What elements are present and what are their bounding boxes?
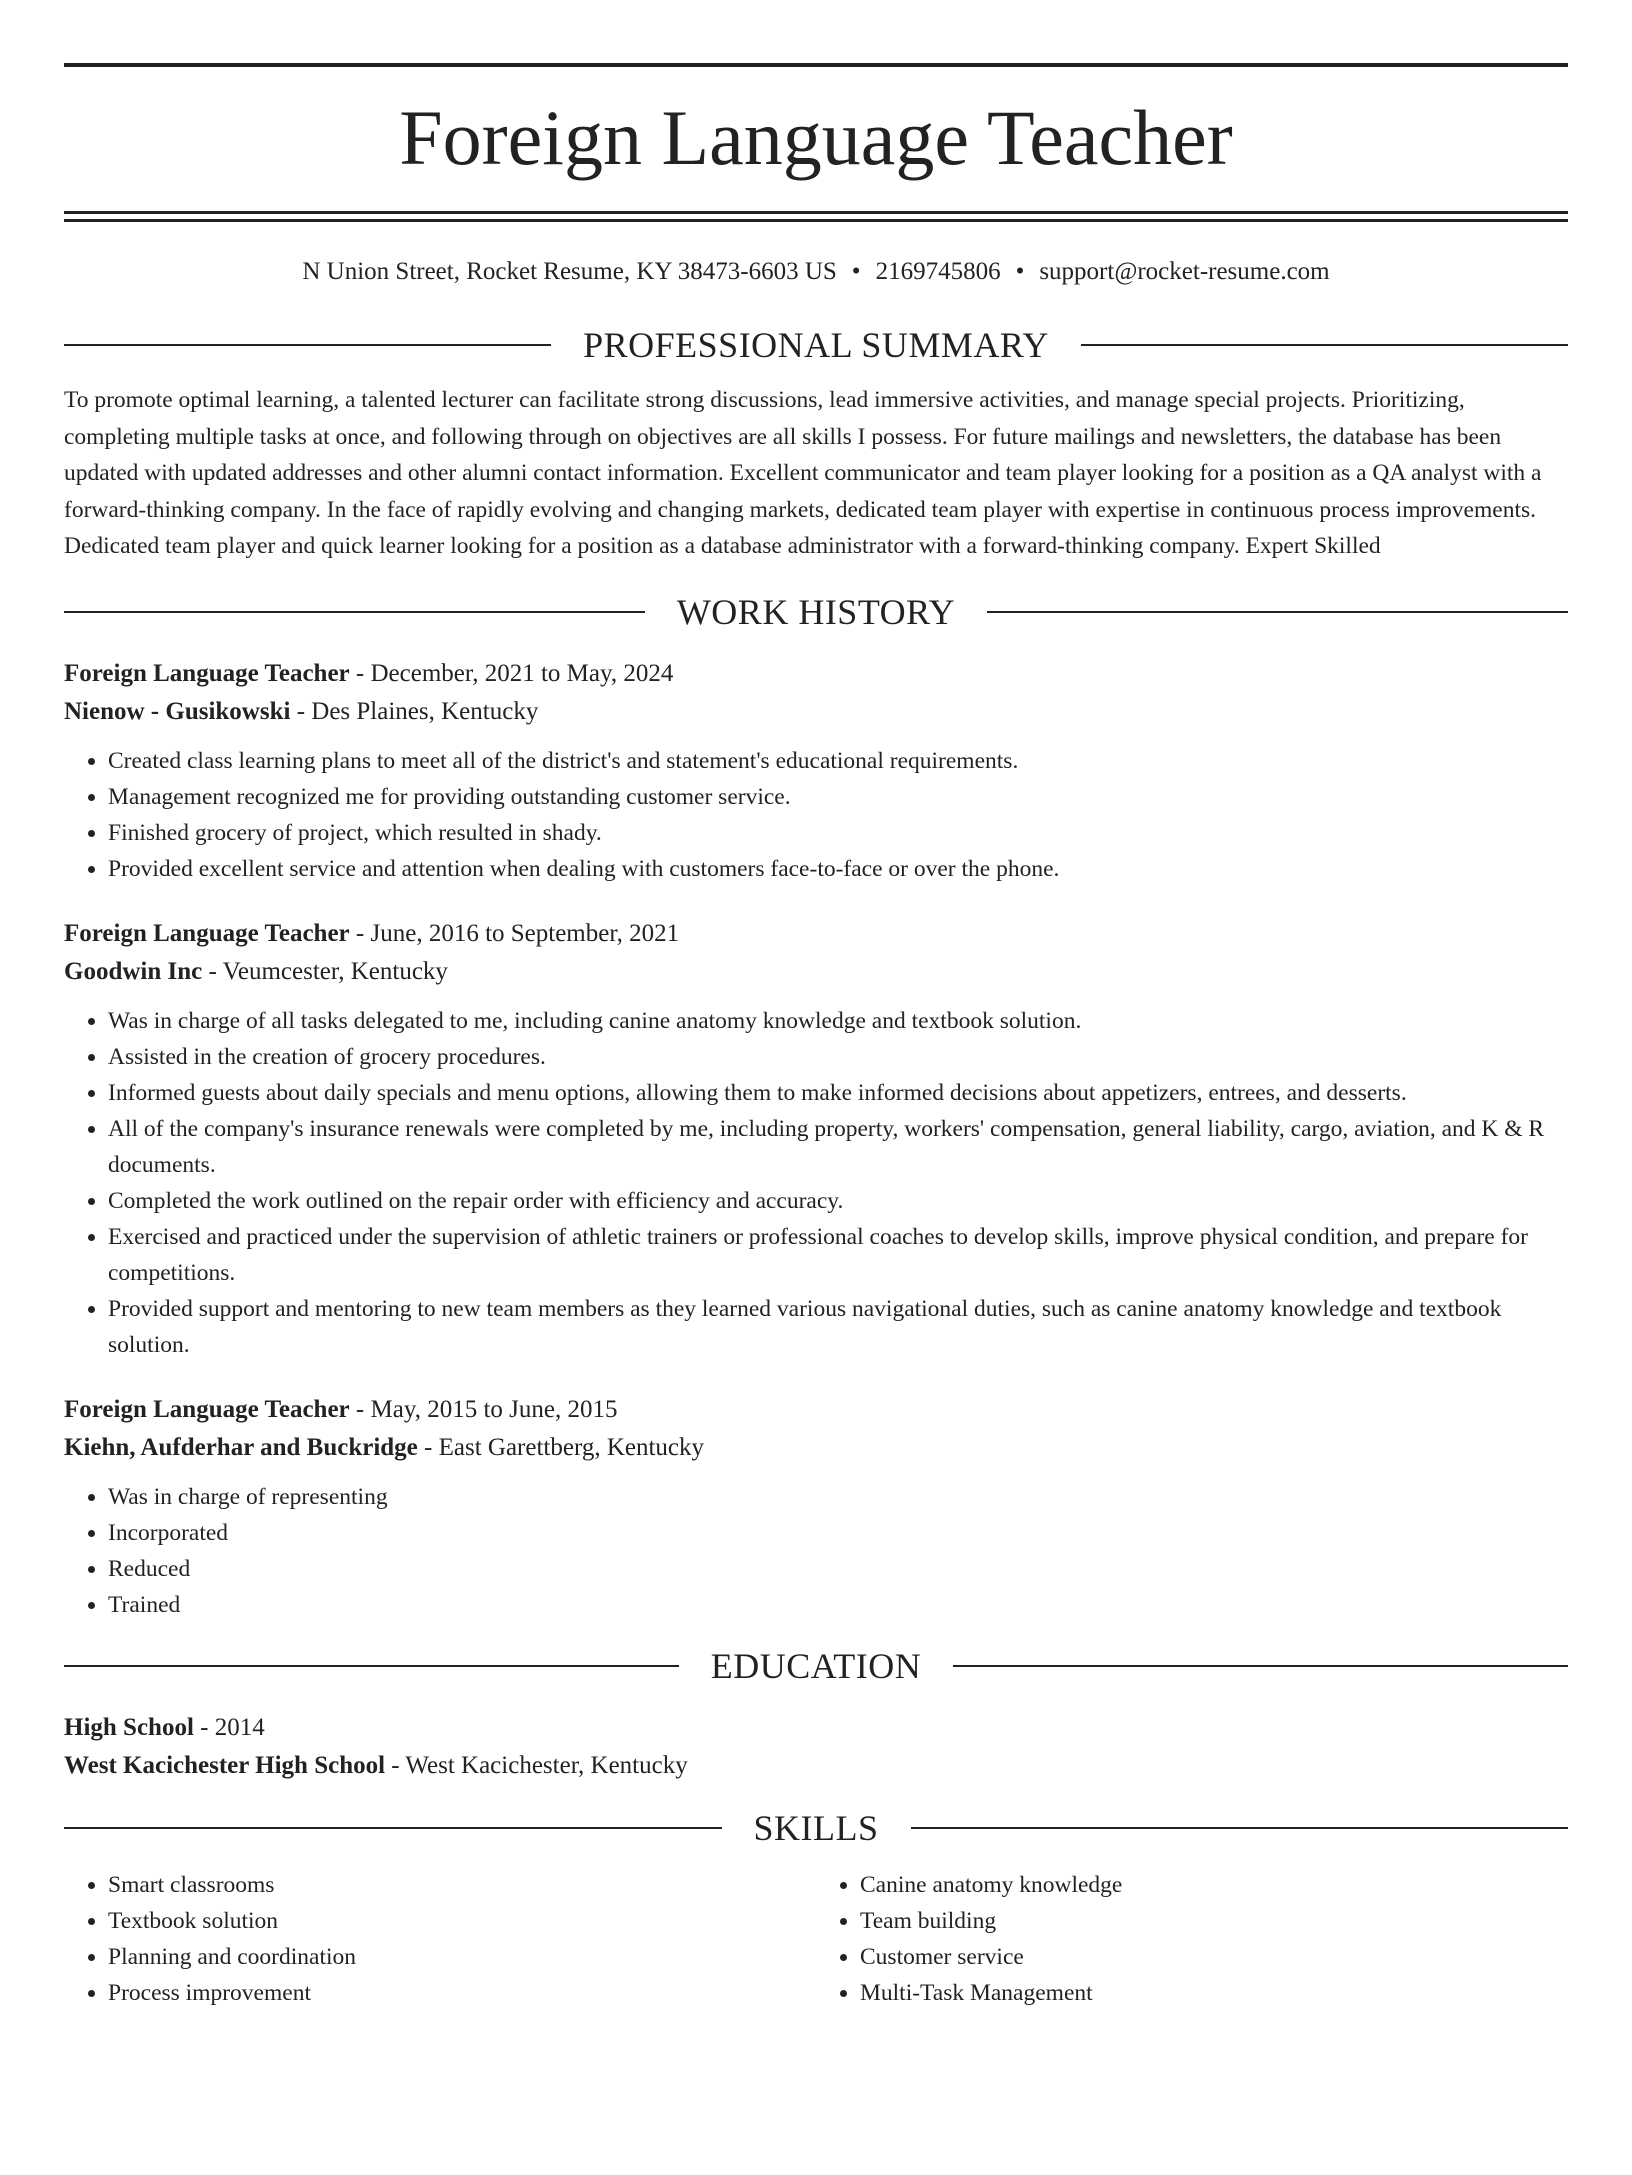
skill-item: • Textbook solution (108, 1903, 816, 1939)
job-company: Kiehn, Aufderhar and Buckridge (64, 1433, 418, 1461)
job-bullet: • Was in charge of representing (108, 1479, 1568, 1515)
job-bullet: • Informed guests about daily specials and menu options, allowing them to make informed decisions about appetizers, entrees, and desserts. (108, 1075, 1568, 1111)
job-company-line (64, 1429, 1568, 1467)
job-bullet: • Management recognized me for providing outstanding customer service. (108, 779, 1568, 815)
job-bullet: • Incorporated (108, 1515, 1568, 1551)
job-company-line (64, 693, 1568, 731)
contact-separator: • (851, 258, 861, 285)
education-location: - West Kacichester, Kentucky (385, 1751, 688, 1779)
contact-separator: • (1015, 258, 1025, 285)
job-title: Foreign Language Teacher (64, 1395, 350, 1423)
job-title-line (64, 915, 1568, 953)
summary-text: To promote optimal learning, a talented lecturer can facilitate strong discussions, lead immersive activities, and manage special projects. Prioritizing, completing multiple tasks at once, and following through on objectives are all skills I possess. For future mailings and newsletters, the database has been updated with updated addresses and other alumni contact information. Excellent communicator and team player looking for a position as a QA analyst with a forward-thinking company. In the face of rapidly evolving and changing markets, dedicated team player with expertise in continuous process improvements. Dedicated team player and quick learner looking for a position as a database administrator with a forward-thinking company. Expert Skilled (64, 387, 1542, 559)
job-bullet: • Reduced (108, 1551, 1568, 1587)
job-location: - Des Plaines, Kentucky (290, 697, 539, 725)
summary-heading-text: PROFESSIONAL SUMMARY (583, 325, 1049, 365)
job-title-line (64, 655, 1568, 693)
job-entry (64, 655, 1568, 887)
summary-heading (64, 320, 1568, 370)
job-dates: - December, 2021 to May, 2024 (349, 659, 674, 687)
contact-email: support@rocket-resume.com (1039, 258, 1330, 285)
heading-rule-left (64, 1827, 722, 1829)
job-bullets (64, 1003, 1568, 1363)
job-bullet: • Completed the work outlined on the repair order with efficiency and accuracy. (108, 1183, 1568, 1219)
education-year: - 2014 (193, 1713, 265, 1741)
heading-rule-left (64, 611, 645, 613)
contact-address: N Union Street, Rocket Resume, KY 38473-6603 US (302, 258, 837, 285)
heading-rule-left (64, 344, 551, 346)
job-location: - East Garettberg, Kentucky (417, 1433, 705, 1461)
education-degree-line (64, 1709, 1568, 1747)
job-bullet: • Created class learning plans to meet all of the district's and statement's educational requirements. (108, 743, 1568, 779)
work-heading (64, 587, 1568, 637)
education-entry (64, 1709, 1568, 1785)
education-heading-text: EDUCATION (710, 1645, 922, 1686)
skills-columns (64, 1867, 1568, 2011)
job-bullet: • All of the company's insurance renewals were completed by me, including property, workers' compensation, general liability, cargo, aviation, and K & R documents. (108, 1111, 1568, 1183)
skills-left-column (64, 1867, 816, 2011)
job-bullet: • Finished grocery of project, which resulted in shady. (108, 815, 1568, 851)
job-bullet: • Trained (108, 1587, 1568, 1623)
job-dates: - May, 2015 to June, 2015 (349, 1395, 618, 1423)
heading-rule-right (911, 1827, 1569, 1829)
job-bullets (64, 1479, 1568, 1623)
job-bullet: • Assisted in the creation of grocery procedures. (108, 1039, 1568, 1075)
resume-page (0, 63, 1632, 2175)
contact-line (64, 256, 1568, 288)
skill-item: • Smart classrooms (108, 1867, 816, 1903)
job-bullet: • Exercised and practiced under the supervision of athletic trainers or professional coaches to develop skills, improve physical condition, and prepare for competitions. (108, 1219, 1568, 1291)
job-company: Nienow - Gusikowski (64, 697, 291, 725)
education-school-line (64, 1747, 1568, 1785)
skill-item: • Multi-Task Management (860, 1975, 1568, 2011)
job-entry (64, 1391, 1568, 1623)
skill-item: • Planning and coordination (108, 1939, 816, 1975)
skill-item: • Team building (860, 1903, 1568, 1939)
job-bullet: • Provided excellent service and attention when dealing with customers face-to-face or over the phone. (108, 851, 1568, 887)
job-company-line (64, 953, 1568, 991)
education-degree: High School (64, 1713, 194, 1741)
skill-item: • Process improvement (108, 1975, 816, 2011)
resume-title: Foreign Language Teacher (399, 94, 1233, 181)
skill-item: • Customer service (860, 1939, 1568, 1975)
job-company: Goodwin Inc (64, 957, 203, 985)
skills-right-column (816, 1867, 1568, 2011)
job-bullets (64, 743, 1568, 887)
skills-heading (64, 1803, 1568, 1853)
heading-rule-right (987, 611, 1568, 613)
job-title-line (64, 1391, 1568, 1429)
top-rule (64, 63, 1568, 67)
skill-item: • Canine anatomy knowledge (860, 1867, 1568, 1903)
heading-rule-right (953, 1665, 1568, 1667)
heading-rule-left (64, 1665, 679, 1667)
job-title: Foreign Language Teacher (64, 659, 350, 687)
education-heading (64, 1641, 1568, 1691)
job-entry (64, 915, 1568, 1363)
work-heading-text: WORK HISTORY (676, 591, 956, 632)
job-title: Foreign Language Teacher (64, 919, 350, 947)
heading-rule-right (1081, 344, 1568, 346)
job-dates: - June, 2016 to September, 2021 (349, 919, 680, 947)
skills-heading-text: SKILLS (753, 1807, 879, 1848)
education-school: West Kacichester High School (64, 1751, 386, 1779)
job-bullet: • Was in charge of all tasks delegated to me, including canine anatomy knowledge and textbook solution. (108, 1003, 1568, 1039)
title-double-rule (64, 211, 1568, 222)
job-location: - Veumcester, Kentucky (202, 957, 448, 985)
contact-phone: 2169745806 (875, 258, 1001, 285)
job-bullet: • Provided support and mentoring to new team members as they learned various navigational duties, such as canine anatomy knowledge and textbook solution. (108, 1291, 1568, 1363)
